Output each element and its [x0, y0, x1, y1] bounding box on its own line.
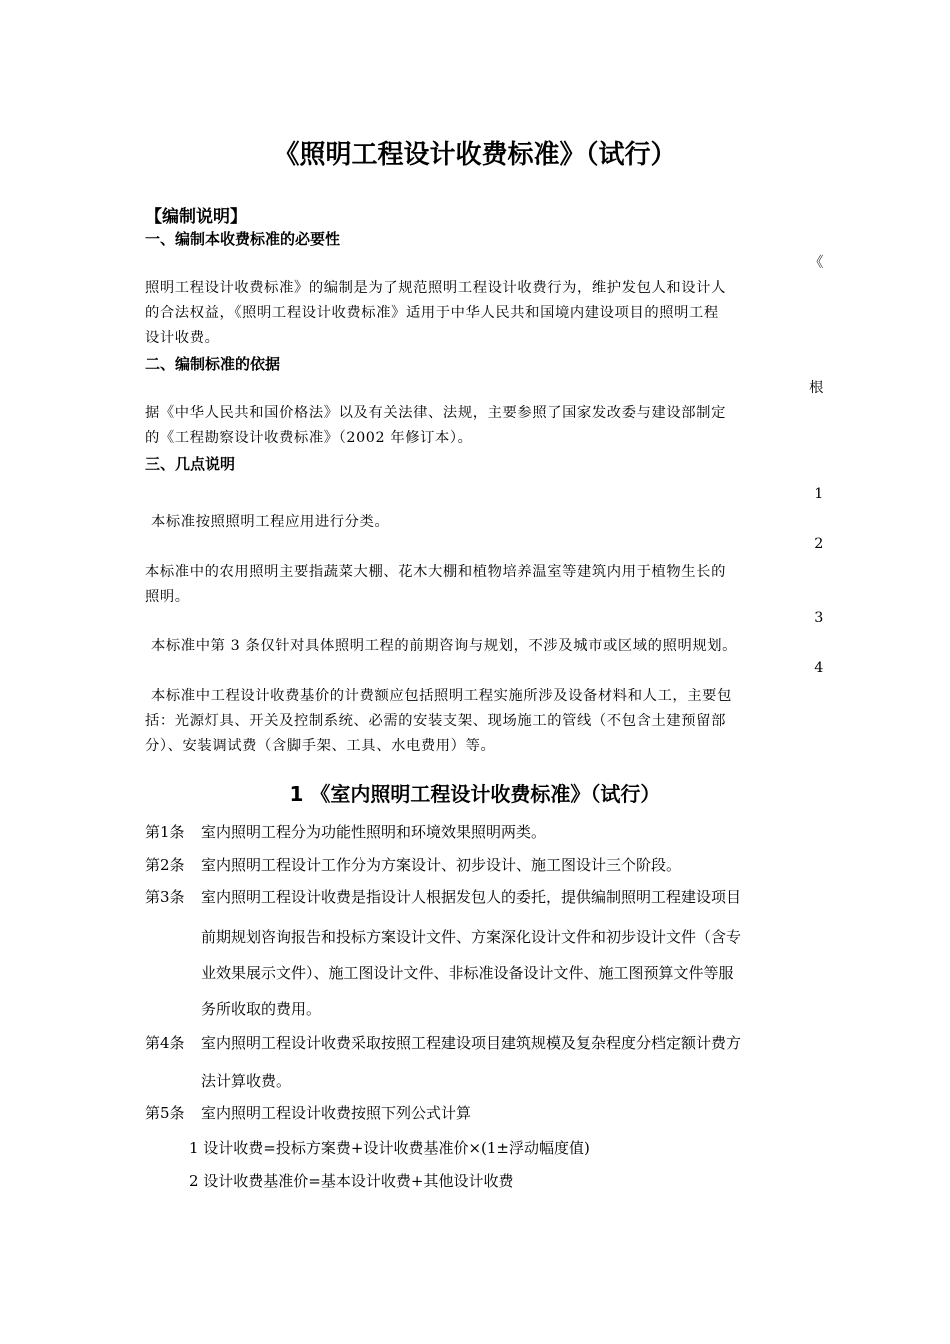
article-line: 业效果展示文件）、施工图设计文件、非标准设备设计文件、施工图预算文件等服	[201, 964, 734, 982]
article-number: 第4条	[145, 1034, 185, 1052]
article-number: 第5条	[145, 1104, 185, 1122]
note-line: 括：光源灯具、开关及控制系统、必需的安装支架、现场施工的管线（不包含土建预留部	[145, 713, 726, 729]
paragraph-line: 设计收费。	[145, 330, 220, 346]
article-line: 室内照明工程设计收费是指设计人根据发包人的委托，提供编制照明工程建设项目	[201, 888, 742, 906]
note-line: 照明。	[145, 589, 190, 605]
formula-line: 2 设计收费基准价=基本设计收费+其他设计收费	[189, 1172, 514, 1190]
section-title: 1 《室内照明工程设计收费标准》（试行）	[289, 782, 661, 806]
article-line: 室内照明工程设计收费采取按照工程建设项目建筑规模及复杂程度分档定额计费方	[201, 1034, 742, 1052]
article-line: 前期规划咨询报告和投标方案设计文件、方案深化设计文件和初步设计文件（含专	[201, 928, 742, 946]
article-line: 室内照明工程分为功能性照明和环境效果照明两类。	[201, 823, 547, 841]
article-number: 第3条	[145, 888, 185, 906]
section-heading-notes: 三、几点说明	[145, 455, 236, 473]
note-line: 本标准中工程设计收费基价的计费额应包括照明工程实施所涉及设备材料和人工，主要包	[151, 688, 732, 704]
paragraph-line: 照明工程设计收费标准》的编制是为了规范照明工程设计收费行为，维护发包人和设计人	[145, 280, 726, 296]
note-number: 2	[814, 536, 824, 552]
note-number: 1	[814, 486, 824, 502]
document-title: 《照明工程设计收费标准》（试行）	[273, 140, 677, 170]
article-line: 室内照明工程设计工作分为方案设计、初步设计、施工图设计三个阶段。	[201, 856, 682, 874]
section-heading-necessity: 一、编制本收费标准的必要性	[145, 230, 341, 248]
section-heading-basis: 二、编制标准的依据	[145, 355, 281, 373]
note-number: 3	[814, 610, 824, 626]
article-line: 室内照明工程设计收费按照下列公式计算	[201, 1104, 472, 1122]
paragraph-tail: 《	[809, 255, 824, 271]
compile-notes-heading: 【编制说明】	[145, 207, 247, 227]
paragraph-line: 的合法权益，《照明工程设计收费标准》适用于中华人民共和国境内建设项目的照明工程	[145, 305, 719, 321]
formula-line: 1 设计收费=投标方案费+设计收费基准价×(1±浮动幅度值)	[189, 1139, 590, 1157]
note-line: 本标准按照照明工程应用进行分类。	[151, 514, 390, 530]
article-number: 第1条	[145, 823, 185, 841]
paragraph-line: 据《中华人民共和国价格法》以及有关法律、法规，主要参照了国家发改委与建设部制定	[145, 405, 726, 421]
article-number: 第2条	[145, 856, 185, 874]
note-line: 本标准中的农用照明主要指蔬菜大棚、花木大棚和植物培养温室等建筑内用于植物生长的	[145, 564, 726, 580]
article-line: 务所收取的费用。	[201, 1000, 322, 1018]
note-line: 本标准中第 3 条仅针对具体照明工程的前期咨询与规划，不涉及城市或区域的照明规划。	[151, 638, 738, 654]
paragraph-line: 的《工程勘察设计收费标准》（2002 年修订本）。	[145, 430, 473, 446]
note-line: 分）、安装调试费（含脚手架、工具、水电费用）等。	[145, 738, 496, 754]
note-number: 4	[814, 660, 824, 676]
article-line: 法计算收费。	[201, 1072, 292, 1090]
paragraph-tail: 根	[809, 380, 824, 396]
